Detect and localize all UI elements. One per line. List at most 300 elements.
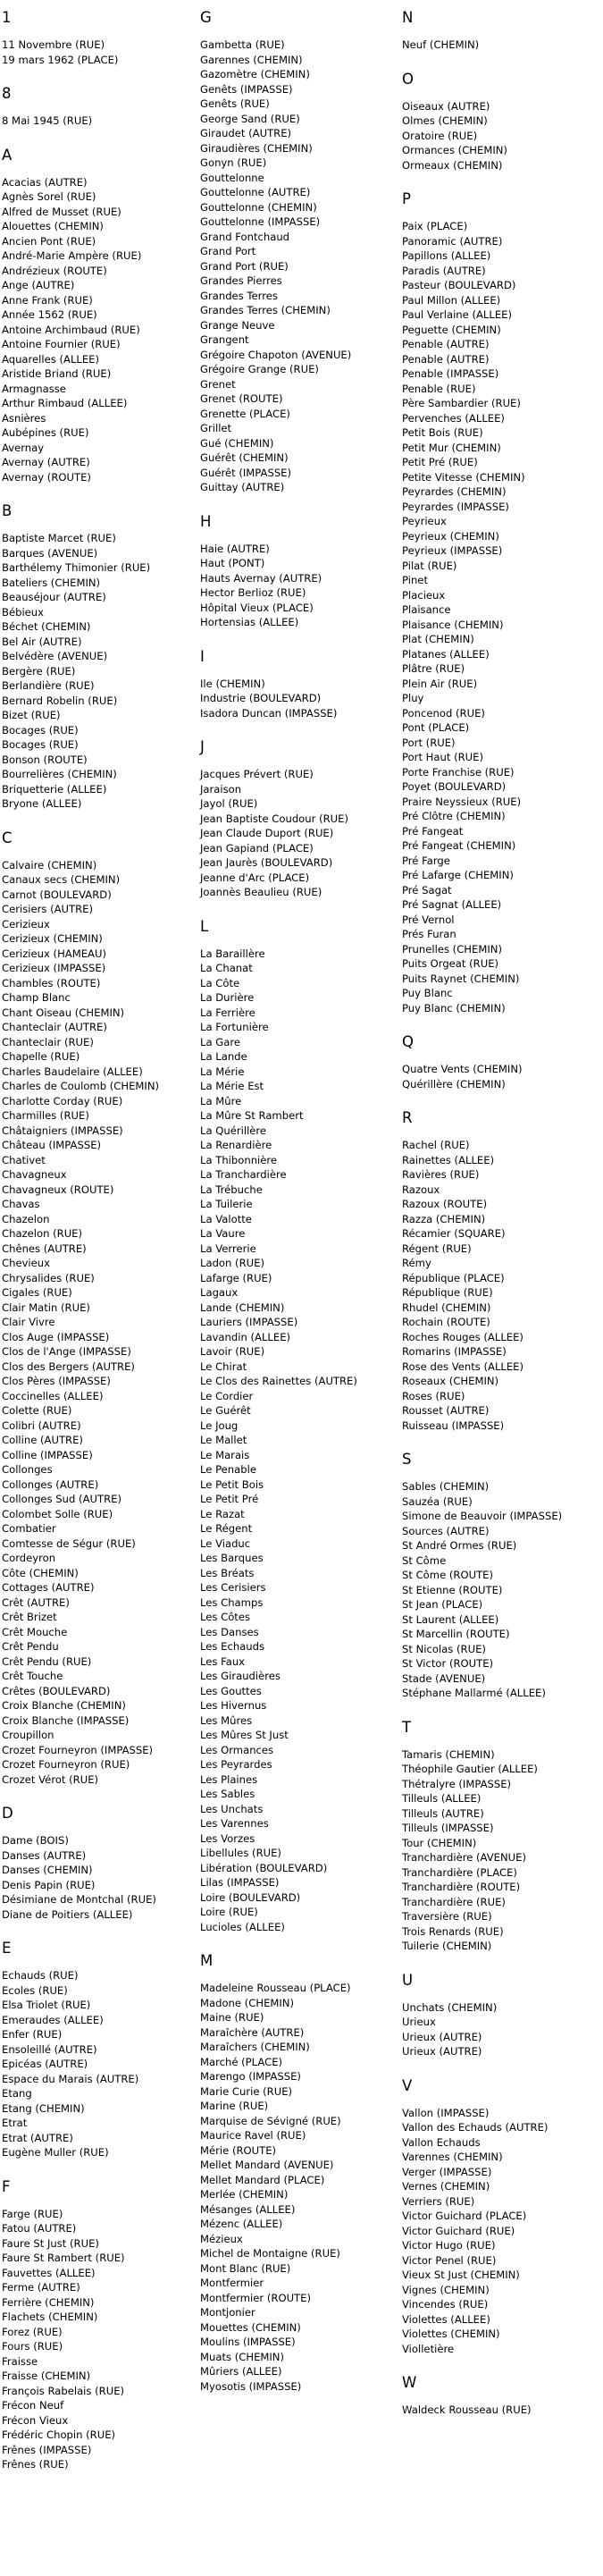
street-entry: Beauséjour (AUTRE): [2, 591, 106, 603]
street-entry: Tilleuls (IMPASSE): [402, 1822, 494, 1834]
street-entry: Jean Baptiste Coudour (RUE): [200, 812, 348, 825]
street-entry: Le Régent: [200, 1522, 253, 1535]
street-entry: La Chanat: [200, 962, 253, 974]
street-entry: Jacques Prévert (RUE): [200, 768, 314, 780]
street-entry: Espace du Marais (AUTRE): [2, 2072, 139, 2085]
section-letter-heading: E: [2, 1940, 12, 1957]
street-entry: Madeleine Rousseau (PLACE): [200, 1982, 351, 1994]
section-letter-heading: B: [2, 502, 13, 519]
street-entry: Marquise de Sévigné (RUE): [200, 2114, 341, 2127]
street-entry: Tilleuls (AUTRE): [402, 1806, 484, 1820]
street-entry: Urieux (AUTRE): [402, 2045, 482, 2058]
street-entry: Petite Vitesse (CHEMIN): [402, 470, 525, 484]
street-entry: Les Plaines: [200, 1772, 258, 1786]
street-entry: 11 Novembre (RUE): [2, 38, 105, 51]
street-entry: Château (IMPASSE): [2, 1139, 102, 1151]
street-entry: Asnières: [2, 411, 46, 425]
street-entry: St André Ormes (RUE): [402, 1539, 517, 1552]
street-entry: Mésanges (ALLEE): [200, 2202, 296, 2216]
street-entry: Tilleuls (ALLEE): [402, 1792, 482, 1805]
section-letter-heading: Q: [402, 1033, 414, 1050]
street-entry: Grenet: [200, 377, 236, 391]
street-entry: Grand Fontchaud: [200, 230, 290, 243]
street-entry: Collonges: [2, 1463, 53, 1476]
letter-section: [2, 85, 195, 129]
street-entry: St Marcellin (ROUTE): [402, 1628, 510, 1640]
street-entry: Ferrière (CHEMIN): [2, 2295, 95, 2309]
street-entry: Le Cordier: [200, 1389, 254, 1402]
letter-section: [2, 1940, 195, 2160]
letter-section: [402, 1719, 599, 1954]
street-entry: André-Marie Ampère (RUE): [2, 249, 142, 262]
street-entry: 8 Mai 1945 (RUE): [2, 114, 93, 127]
street-entry: Mellet Mandard (AVENUE): [200, 2159, 334, 2171]
street-entry: Trois Renards (RUE): [402, 1924, 504, 1938]
street-entry: Collonges Sud (AUTRE): [2, 1493, 121, 1505]
section-letter-heading: P: [402, 190, 411, 207]
street-entry: Ange (AUTRE): [2, 279, 75, 291]
street-entry: Prunelles (CHEMIN): [402, 942, 502, 955]
street-entry: Paul Verlaine (ALLEE): [402, 308, 513, 321]
street-entry: Hôpital Vieux (PLACE): [200, 601, 314, 614]
street-entry: Grandes Terres: [200, 289, 278, 302]
street-entry: La Tuilerie: [200, 1198, 253, 1210]
street-entry: Sables (CHEMIN): [402, 1480, 490, 1493]
street-entry: Les Vorzes: [200, 1831, 255, 1845]
letter-section: [200, 738, 397, 900]
street-entry: Chazelon: [2, 1212, 50, 1225]
street-entry: Pont (PLACE): [402, 721, 470, 734]
street-entry: Anne Frank (RUE): [2, 293, 93, 307]
street-entry: Belvédère (AVENUE): [2, 650, 108, 662]
street-entry: Crêt Mouche: [2, 1625, 68, 1638]
street-entry: Canaux secs (CHEMIN): [2, 873, 121, 886]
street-index-column-3: [402, 9, 599, 2436]
street-entry: Danses (CHEMIN): [2, 1864, 93, 1876]
street-entry: Haut (PONT): [200, 557, 265, 569]
street-entry: Lavandin (ALLEE): [200, 1330, 291, 1343]
street-entry: Danses (AUTRE): [2, 1848, 87, 1862]
street-entry: Marché (PLACE): [200, 2055, 283, 2068]
street-entry: Ormances (CHEMIN): [402, 144, 507, 156]
street-entry: Peyrieux (CHEMIN): [402, 529, 499, 543]
street-entry: Elsa Triolet (RUE): [2, 1999, 91, 2011]
street-entry: Mellet Mandard (PLACE): [200, 2173, 325, 2186]
street-entry: Guittay (AUTRE): [200, 481, 285, 493]
street-entry: La Mûre St Rambert: [200, 1109, 304, 1122]
street-entry: Arthur Rimbaud (ALLEE): [2, 397, 128, 409]
street-entry: Mézieux: [200, 2232, 243, 2245]
street-entry: Plein Air (RUE): [402, 677, 478, 690]
street-entry: 19 mars 1962 (PLACE): [2, 53, 119, 66]
street-entry: Frécon Vieux: [2, 2413, 69, 2427]
street-entry: Béchet (CHEMIN): [2, 620, 91, 633]
street-entry: Petit Pré (RUE): [402, 456, 478, 468]
street-entry: Libellules (RUE): [200, 1847, 281, 1859]
street-entry: Puy Blanc (CHEMIN): [402, 1001, 506, 1014]
street-entry: Haie (AUTRE): [200, 542, 270, 555]
street-entry: Champ Blanc: [2, 991, 71, 1004]
street-entry: Les Cerisiers: [200, 1581, 266, 1594]
letter-section: [402, 1451, 599, 1701]
street-entry: Charmilles (RUE): [2, 1109, 89, 1122]
street-entry: Tranchardière (AVENUE): [402, 1851, 527, 1864]
street-entry: Mont Blanc (RUE): [200, 2261, 291, 2275]
street-entry: Porte Franchise (RUE): [402, 765, 515, 779]
street-entry: Gouttelonne (CHEMIN): [200, 200, 317, 214]
section-letter-heading: S: [402, 1451, 412, 1468]
street-entry: Eugène Muller (RUE): [2, 2146, 109, 2159]
street-entry: Romarins (IMPASSE): [402, 1345, 507, 1358]
street-entry: St Côme (ROUTE): [402, 1569, 494, 1581]
street-entry: Jeanne d'Arc (PLACE): [200, 871, 310, 884]
street-entry: Garennes (CHEMIN): [200, 53, 303, 66]
street-entry: La Fortunière: [200, 1021, 269, 1033]
street-entry: Roseaux (CHEMIN): [402, 1375, 499, 1387]
street-entry: Croix Blanche (CHEMIN): [2, 1699, 126, 1712]
street-index-column-2: [200, 9, 397, 2412]
section-letter-heading: I: [200, 647, 205, 665]
street-entry: Genêts (IMPASSE): [200, 82, 293, 96]
street-entry: Chevieux: [2, 1257, 51, 1269]
street-entry: Penable (AUTRE): [402, 338, 490, 350]
letter-section: [200, 513, 397, 630]
street-entry: Thétralyre (IMPASSE): [402, 1777, 512, 1790]
street-entry: Calvaire (CHEMIN): [2, 858, 97, 871]
street-entry: Pré Fangeat: [402, 824, 464, 838]
street-entry: Faure St Just (RUE): [2, 2236, 99, 2250]
street-entry: La Trébuche: [200, 1183, 263, 1196]
street-entry: Tranchardière (RUE): [402, 1895, 506, 1908]
street-entry: La Renardière: [200, 1139, 272, 1151]
street-entry: Praire Neyssieux (RUE): [402, 795, 522, 808]
street-entry: Vignes (CHEMIN): [402, 2283, 490, 2296]
street-entry: Clos Pères (IMPASSE): [2, 1375, 111, 1387]
street-entry: Sauzéa (RUE): [402, 1494, 473, 1508]
street-entry: Tranchardière (PLACE): [402, 1865, 517, 1879]
street-entry: Grégoire Grange (RUE): [200, 363, 319, 375]
street-entry: Vernes (CHEMIN): [402, 2180, 490, 2193]
street-entry: Rose des Vents (ALLEE): [402, 1360, 524, 1373]
street-entry: Lagaux: [200, 1286, 239, 1299]
street-entry: Urieux: [402, 2016, 436, 2028]
street-entry: Fatou (AUTRE): [2, 2222, 77, 2235]
street-entry: Les Côtes: [200, 1611, 251, 1623]
street-entry: Echauds (RUE): [2, 1969, 79, 1982]
street-entry: Avernay: [2, 441, 45, 454]
street-entry: St Etienne (ROUTE): [402, 1583, 503, 1596]
street-entry: Pré Vernol: [402, 913, 455, 926]
letter-section: [402, 1972, 599, 2059]
street-entry: République (PLACE): [402, 1271, 505, 1284]
street-entry: Bocages (RUE): [2, 723, 79, 737]
street-entry: Gouttelonne (AUTRE): [200, 186, 311, 198]
street-entry: Verger (IMPASSE): [402, 2165, 492, 2178]
street-entry: Cerizieux (HAMEAU): [2, 947, 106, 960]
street-entry: Hortensias (ALLEE): [200, 616, 299, 628]
street-entry: Le Joug: [200, 1418, 239, 1432]
street-entry: Briquetterie (ALLEE): [2, 782, 107, 796]
street-entry: Etang (CHEMIN): [2, 2101, 85, 2115]
street-entry: Marie Curie (RUE): [200, 2084, 293, 2098]
street-entry: Bourrelières (CHEMIN): [2, 768, 117, 780]
section-letter-heading: N: [402, 9, 414, 26]
street-entry: Frênes (RUE): [2, 2458, 69, 2471]
letter-section: [2, 147, 195, 485]
street-entry: Colombet Solle (RUE): [2, 1507, 113, 1520]
street-entry: François Rabelais (RUE): [2, 2384, 125, 2397]
street-entry: Carnot (BOULEVARD): [2, 888, 112, 901]
street-entry: Olmes (CHEMIN): [402, 114, 488, 127]
street-entry: Ormeaux (CHEMIN): [402, 158, 503, 172]
street-entry: Crêt Brizet: [2, 1611, 57, 1623]
street-entry: Les Unchats: [200, 1802, 264, 1815]
street-entry: Maine (RUE): [200, 2011, 264, 2024]
section-letter-heading: M: [200, 1952, 214, 1969]
street-entry: Victor Penel (RUE): [402, 2253, 497, 2267]
street-entry: Rémy: [402, 1257, 431, 1269]
street-entry: Gué (CHEMIN): [200, 436, 274, 450]
street-entry: Gouttelonne (IMPASSE): [200, 215, 321, 228]
street-entry: Rainettes (ALLEE): [402, 1153, 495, 1166]
street-entry: Colline (IMPASSE): [2, 1448, 93, 1461]
street-entry: Etrat: [2, 2117, 28, 2129]
street-entry: Rochain (ROUTE): [402, 1316, 490, 1328]
street-entry: Puits Raynet (CHEMIN): [402, 972, 520, 985]
section-letter-heading: R: [402, 1109, 413, 1126]
street-entry: Diane de Poitiers (ALLEE): [2, 1907, 133, 1921]
street-entry: Crêt Touche: [2, 1670, 63, 1682]
street-entry: Chavas: [2, 1198, 40, 1210]
street-entry: Crêt Pendu: [2, 1640, 59, 1653]
street-entry: Vallon des Echauds (AUTRE): [402, 2121, 549, 2134]
street-entry: Emeraudes (ALLEE): [2, 2013, 104, 2026]
street-entry: Fauvettes (ALLEE): [2, 2266, 96, 2279]
street-entry: Jean Jaurès (BOULEVARD): [200, 856, 333, 869]
street-entry: Jean Claude Duport (RUE): [200, 827, 334, 839]
street-entry: Epicéas (AUTRE): [2, 2058, 88, 2070]
letter-section: [200, 648, 397, 721]
street-entry: Petit Mur (CHEMIN): [402, 441, 501, 454]
street-entry: Barques (AVENUE): [2, 546, 98, 560]
street-entry: Andrézieux (ROUTE): [2, 264, 107, 277]
street-entry: Urieux (AUTRE): [402, 2030, 482, 2043]
street-entry: Chativet: [2, 1153, 46, 1166]
street-entry: La Mûre: [200, 1094, 242, 1107]
street-entry: Razza (CHEMIN): [402, 1212, 486, 1225]
street-entry: Oiseaux (AUTRE): [402, 99, 490, 113]
street-entry: Tuilerie (CHEMIN): [402, 1940, 492, 1952]
street-entry: Plaisance (CHEMIN): [402, 618, 504, 631]
street-entry: Unchats (CHEMIN): [402, 2000, 498, 2014]
section-letter-heading: L: [200, 917, 209, 935]
street-entry: Les Giraudières: [200, 1670, 281, 1682]
street-entry: Guérêt (CHEMIN): [200, 451, 289, 464]
street-entry: Chavagneux (ROUTE): [2, 1183, 114, 1196]
street-entry: Cigales (RUE): [2, 1286, 72, 1299]
street-entry: Plâtre (RUE): [402, 662, 465, 675]
street-index-column-1: [2, 9, 195, 2490]
street-entry: Avernay (ROUTE): [2, 470, 91, 484]
street-entry: Agnès Sorel (RUE): [2, 190, 96, 203]
street-entry: Collonges (AUTRE): [2, 1477, 99, 1491]
street-entry: Récamier (SQUARE): [402, 1227, 506, 1240]
street-entry: Forez (RUE): [2, 2325, 63, 2338]
street-entry: Joannès Beaulieu (RUE): [200, 886, 322, 898]
street-entry: Ancien Pont (RUE): [2, 234, 96, 248]
street-entry: Les Mûres St Just: [200, 1729, 289, 1741]
street-entry: Gambetta (RUE): [200, 38, 285, 51]
street-entry: Chanteclair (AUTRE): [2, 1021, 107, 1033]
street-entry: Neuf (CHEMIN): [402, 38, 480, 51]
section-letter-heading: V: [402, 2076, 413, 2094]
street-entry: Pré Sagat: [402, 883, 452, 897]
street-entry: La Côte: [200, 976, 240, 989]
street-entry: Marengo (IMPASSE): [200, 2070, 301, 2083]
street-entry: Avernay (AUTRE): [2, 456, 90, 468]
street-entry: La Gare: [200, 1035, 240, 1048]
street-entry: Chênes (AUTRE): [2, 1242, 87, 1255]
street-entry: Ferme (AUTRE): [2, 2281, 80, 2294]
street-entry: Ladon (RUE): [200, 1257, 264, 1269]
street-entry: Victor Guichard (RUE): [402, 2224, 515, 2237]
street-entry: Mûriers (ALLEE): [200, 2365, 282, 2378]
street-entry: Roses (RUE): [402, 1389, 465, 1402]
street-entry: Peyrardes (IMPASSE): [402, 500, 509, 513]
street-entry: Crozet Fourneyron (IMPASSE): [2, 1743, 154, 1756]
street-entry: Charles de Coulomb (CHEMIN): [2, 1080, 160, 1092]
street-entry: Châtaigniers (IMPASSE): [2, 1124, 123, 1137]
street-entry: La Verrerie: [200, 1242, 256, 1255]
street-entry: Le Marais: [200, 1448, 250, 1461]
section-letter-heading: G: [200, 9, 212, 26]
section-letter-heading: 8: [2, 85, 12, 102]
street-entry: Vallon (IMPASSE): [402, 2106, 490, 2119]
street-entry: Papillons (ALLEE): [402, 249, 491, 262]
street-entry: Aubépines (RUE): [2, 426, 89, 439]
section-letter-heading: T: [402, 1718, 412, 1736]
street-entry: Placieux: [402, 588, 446, 602]
street-entry: Cordeyron: [2, 1552, 56, 1564]
street-entry: Port Haut (RUE): [402, 751, 483, 763]
street-entry: Panoramic (AUTRE): [402, 234, 503, 248]
street-entry: Violletière: [402, 2342, 455, 2355]
street-entry: Flachets (CHEMIN): [2, 2311, 98, 2323]
street-entry: Les Gouttes: [200, 1684, 262, 1697]
street-entry: St Côme: [402, 1553, 447, 1567]
street-entry: Croix Blanche (IMPASSE): [2, 1713, 130, 1727]
street-entry: Mouettes (CHEMIN): [200, 2320, 301, 2334]
street-entry: Merlée (CHEMIN): [200, 2188, 289, 2201]
street-entry: Giraudières (CHEMIN): [200, 141, 313, 155]
section-letter-heading: O: [402, 70, 414, 88]
street-entry: La Mérie: [200, 1065, 245, 1078]
street-entry: Peyrieux: [402, 515, 447, 527]
street-entry: Régent (RUE): [402, 1242, 472, 1255]
street-entry: Chapelle (RUE): [2, 1050, 80, 1063]
street-entry: Victor Hugo (RUE): [402, 2239, 496, 2252]
street-entry: Alouettes (CHEMIN): [2, 220, 104, 232]
street-entry: Colette (RUE): [2, 1404, 72, 1417]
street-entry: Les Hivernus: [200, 1699, 267, 1712]
street-entry: Tamaris (CHEMIN): [402, 1747, 495, 1761]
street-entry: Antoine Archimbaud (RUE): [2, 323, 140, 336]
street-entry: Rachel (RUE): [402, 1139, 470, 1151]
street-entry: Lauriers (IMPASSE): [200, 1316, 298, 1328]
street-entry: Ile (CHEMIN): [200, 677, 265, 690]
street-entry: Razoux: [402, 1183, 440, 1196]
street-entry: Montfermier: [200, 2277, 264, 2289]
street-entry: Jaraison: [200, 782, 242, 796]
letter-section: [402, 1109, 599, 1433]
street-entry: Pluy: [402, 692, 424, 704]
street-entry: La Vaure: [200, 1227, 246, 1240]
section-letter-heading: C: [2, 829, 13, 846]
street-entry: Genêts (RUE): [200, 97, 270, 110]
street-entry: Oratoire (RUE): [402, 129, 478, 142]
street-entry: Enfer (RUE): [2, 2028, 63, 2041]
letter-section: [2, 2178, 195, 2472]
street-entry: Peyrardes (CHEMIN): [402, 485, 507, 498]
street-entry: Peguette (CHEMIN): [402, 323, 501, 336]
street-entry: Bateliers (CHEMIN): [2, 576, 101, 589]
letter-section: [2, 9, 195, 67]
street-entry: St Nicolas (RUE): [402, 1642, 486, 1655]
street-entry: Pervenches (ALLEE): [402, 411, 505, 425]
street-entry: Grand Port (RUE): [200, 259, 289, 273]
street-entry: Mézenc (ALLEE): [200, 2218, 283, 2230]
street-entry: Cottages (AUTRE): [2, 1581, 95, 1594]
street-entry: Père Sambardier (RUE): [402, 397, 521, 409]
street-entry: Prés Furan: [402, 928, 456, 940]
street-entry: Pilat (RUE): [402, 559, 457, 572]
street-entry: Pré Fangeat (CHEMIN): [402, 839, 516, 852]
street-entry: Guérêt (IMPASSE): [200, 466, 292, 479]
street-entry: Hector Berlioz (RUE): [200, 586, 306, 599]
street-entry: Cerizieux (CHEMIN): [2, 932, 103, 945]
street-entry: La Tranchardière: [200, 1168, 287, 1181]
street-entry: Varennes (CHEMIN): [402, 2151, 503, 2163]
street-entry: Quérillère (CHEMIN): [402, 1077, 506, 1090]
section-letter-heading: F: [2, 2177, 11, 2195]
street-entry: Grand Port: [200, 245, 256, 257]
street-entry: Simone de Beauvoir (IMPASSE): [402, 1510, 563, 1522]
street-entry: Frécon Neuf: [2, 2399, 64, 2412]
street-entry: Faure St Rambert (RUE): [2, 2252, 125, 2264]
street-entry: Lilas (IMPASSE): [200, 1876, 280, 1889]
section-letter-heading: A: [2, 146, 13, 164]
street-entry: Hauts Avernay (AUTRE): [200, 571, 322, 585]
street-entry: Le Penable: [200, 1463, 256, 1476]
street-entry: Gazomètre (CHEMIN): [200, 68, 310, 80]
street-entry: Chant Oiseau (CHEMIN): [2, 1006, 125, 1019]
street-entry: Verriers (RUE): [402, 2194, 475, 2208]
street-entry: George Sand (RUE): [200, 112, 300, 125]
street-entry: Côte (CHEMIN): [2, 1566, 79, 1579]
street-entry: Etang: [2, 2087, 32, 2100]
street-entry: Pinet: [402, 574, 428, 586]
street-entry: Clair Matin (RUE): [2, 1301, 90, 1314]
street-entry: Les Echauds: [200, 1640, 265, 1653]
letter-section: [402, 2077, 599, 2357]
street-entry: République (RUE): [402, 1286, 493, 1299]
street-entry: Dame (BOIS): [2, 1834, 69, 1847]
street-entry: Cerisiers (AUTRE): [2, 903, 94, 915]
street-entry: La Durière: [200, 991, 255, 1004]
street-entry: Les Barques: [200, 1552, 264, 1564]
section-letter-heading: D: [2, 1805, 13, 1822]
street-entry: Frênes (IMPASSE): [2, 2443, 92, 2456]
